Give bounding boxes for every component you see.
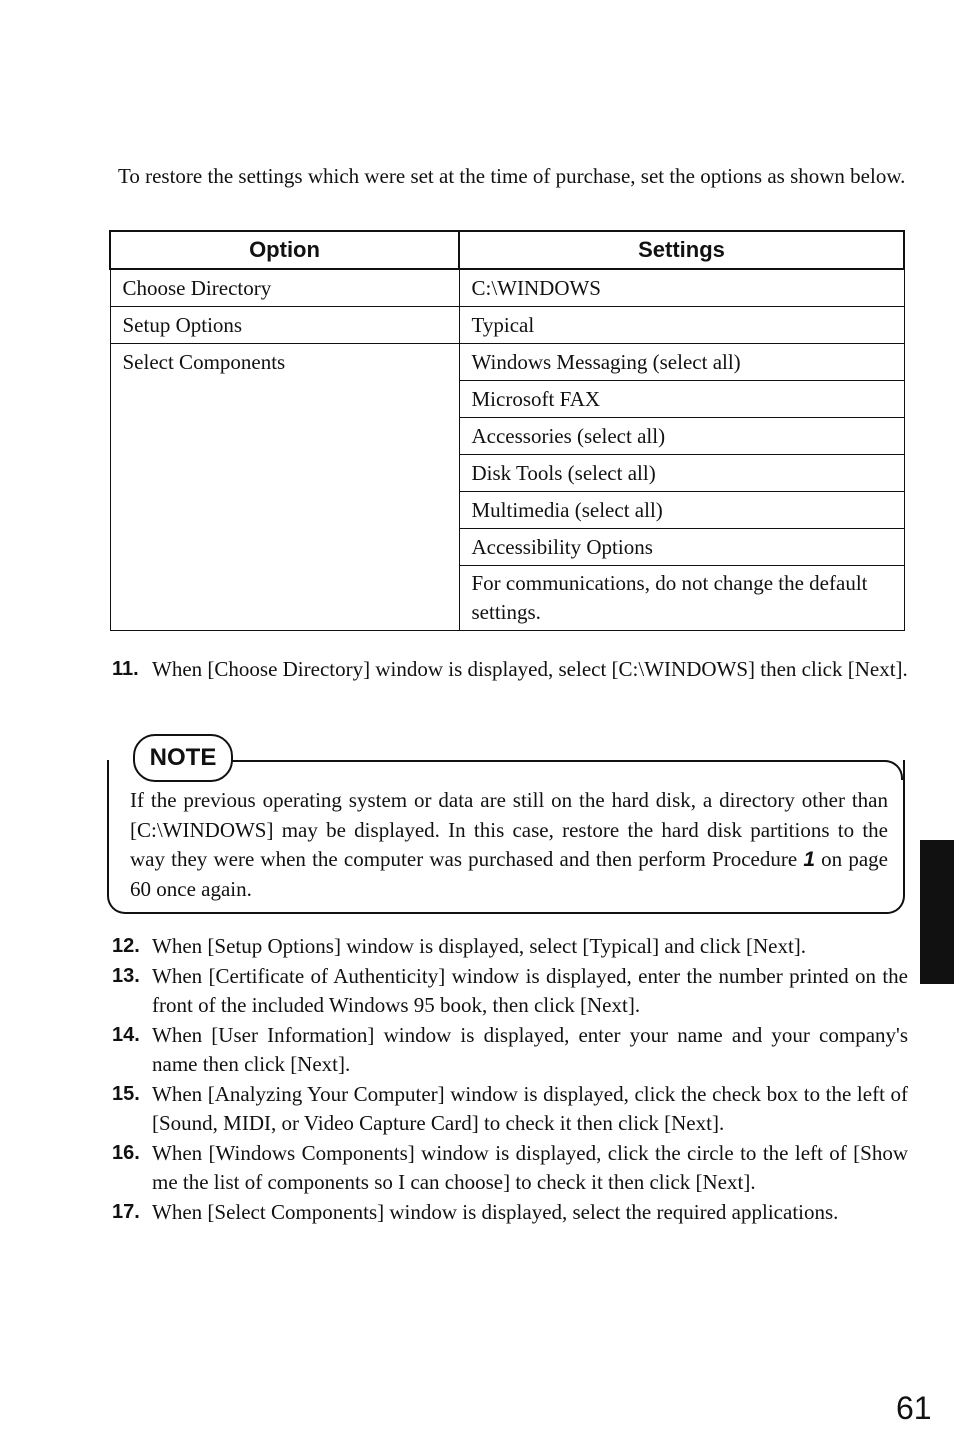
step-number: 16.	[112, 1141, 140, 1164]
page-number: 61	[896, 1390, 932, 1426]
intro-paragraph: To restore the settings which were set at the time of purchase, set the options as shown below.	[118, 164, 906, 188]
setting-cell: C:\WINDOWS	[459, 269, 904, 307]
step-text: When [Choose Directory] window is displayed, select [C:\WINDOWS] then click [Next].	[152, 657, 908, 681]
note-text	[130, 786, 888, 904]
table-header-row	[110, 231, 904, 269]
list-item	[112, 1139, 908, 1198]
list-item	[112, 962, 908, 1021]
step-number: 17.	[112, 1200, 140, 1223]
list-item	[112, 655, 908, 685]
note-label: NOTE	[133, 734, 233, 782]
table-row	[110, 307, 904, 344]
setting-cell: Multimedia (select all)	[459, 492, 904, 529]
option-cell: Setup Options	[110, 307, 459, 344]
table-row	[110, 344, 904, 381]
setting-cell: Windows Messaging (select all)	[459, 344, 904, 381]
step-text: When [Analyzing Your Computer] window is displayed, click the check box to the left of [Sound, MIDI, or Video Capture Card] to check it then click [Next].	[152, 1081, 908, 1135]
setting-cell: For communications, do not change the default settings.	[459, 566, 904, 631]
steps-list-b	[112, 932, 908, 1227]
step-number: 13.	[112, 964, 140, 987]
header-option: Option	[110, 231, 459, 269]
setting-cell: Microsoft FAX	[459, 381, 904, 418]
note-text-part: If the previous operating system or data are still on the hard disk, a directory other than [C:\WINDOWS] may be displayed. In this case, restore the hard disk partitions to the way they were when the computer was purchased and then perform Procedure	[130, 788, 888, 871]
setting-cell: Accessibility Options	[459, 529, 904, 566]
table-row	[110, 269, 904, 307]
setting-cell: Accessories (select all)	[459, 418, 904, 455]
step-text: When [Windows Components] window is displayed, click the circle to the left of [Show me the list of components so I can choose] to check it then click [Next].	[152, 1140, 908, 1194]
list-item	[112, 932, 908, 962]
list-item	[112, 1080, 908, 1139]
step-text: When [User Information] window is displayed, enter your name and your company's name then click [Next].	[152, 1022, 908, 1076]
step-text: When [Certificate of Authenticity] window is displayed, enter the number printed on the front of the included Windows 95 book, then click [Next].	[152, 963, 908, 1017]
section-tab-marker	[920, 840, 954, 984]
steps-list-a	[112, 655, 908, 685]
list-item	[112, 1198, 908, 1228]
step-number: 15.	[112, 1082, 140, 1105]
options-table	[109, 230, 905, 631]
step-text: When [Select Components] window is displayed, select the required applications.	[152, 1199, 839, 1224]
step-number: 12.	[112, 935, 140, 957]
step-text: When [Setup Options] window is displayed, select [Typical] and click [Next].	[152, 934, 807, 958]
header-settings: Settings	[459, 231, 904, 269]
procedure-number: 1	[803, 848, 816, 871]
step-number: 14.	[112, 1023, 140, 1046]
option-cell: Select Components	[110, 344, 459, 631]
setting-cell: Disk Tools (select all)	[459, 455, 904, 492]
option-cell: Choose Directory	[110, 269, 459, 307]
setting-cell: Typical	[459, 307, 904, 344]
note-text-part: on page 60 once again.	[130, 847, 888, 901]
step-number: 11.	[112, 658, 139, 680]
note-top-line	[232, 760, 885, 762]
list-item	[112, 1021, 908, 1080]
